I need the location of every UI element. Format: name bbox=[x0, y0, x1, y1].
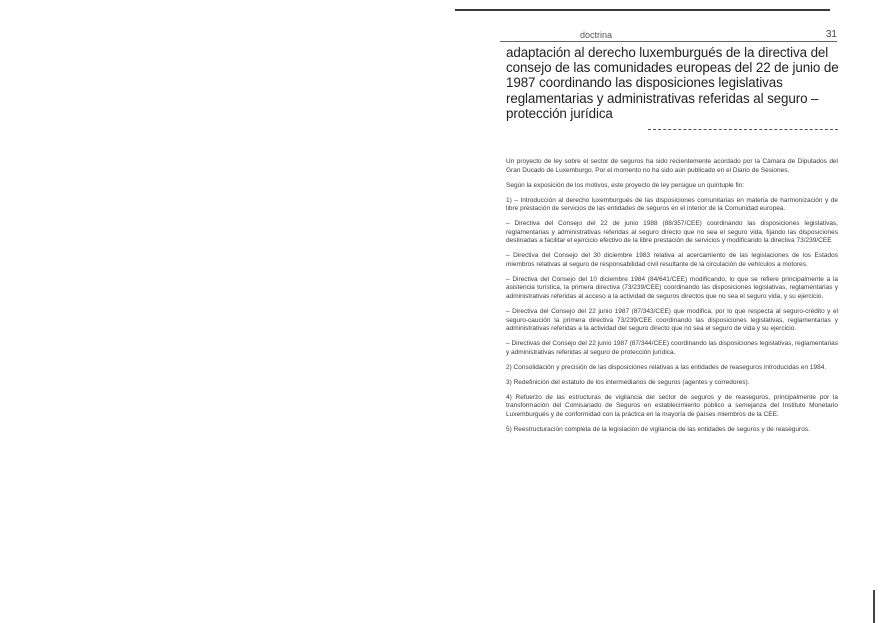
header-rule bbox=[500, 41, 837, 42]
paragraph: 2) Consolidación y precisión de las disposiciones relativas a las entidades de reaseguros introducidas en 1984. bbox=[506, 363, 827, 371]
running-header bbox=[500, 29, 837, 41]
scan-edge-mark bbox=[873, 590, 875, 623]
paragraph: – Directiva del Consejo del 22 de junio 1988 (88/357/CEE) coordinando las disposiciones legislativas, reglamentarias y administrativas referidas al seguro directo que no sea el seguro vida, fijando las disposiciones destinadas a facilitar el ejercicio efectivo de la libre prestación de servicios y modificando la directiva 73/239/CEE bbox=[506, 220, 838, 245]
article-body bbox=[506, 158, 838, 441]
paragraph: 5) Reestructuración completa de la legislación de vigilancia de las entidades de seguros y de reaseguros. bbox=[506, 425, 810, 433]
paragraph: – Directiva del Consejo del 30 diciembre 1983 relativa al acercamiento de las legislaciones de los Estados miembros relativas al seguro de responsabilidad civil resultante de la circulación de vehículos a motores. bbox=[506, 252, 838, 268]
paragraph: Según la exposición de los motivos, este proyecto de ley persigue un quíntuple fin: bbox=[506, 181, 745, 189]
page-number: 31 bbox=[825, 29, 837, 40]
article-title: adaptación al derecho luxemburgués de la directiva del consejo de las comunidades europeas del 22 de junio de 1987 coordinando las disposiciones legislativas reglamentarias y administrativas referidas al seguro – protección jurídica bbox=[506, 45, 839, 121]
paragraph: 3) Redefinición del estatuto de los intermediarios de seguros (agentes y corredores). bbox=[506, 378, 750, 386]
paragraph: Un proyecto de ley sobre el sector de seguros ha sido recientemente acordado por la Cámara de Diputados del Gran Ducado de Luxemburgo. Por el momento no ha sido aún publicado en el Diario de Sesiones. bbox=[506, 158, 838, 174]
top-rule bbox=[455, 9, 830, 11]
paragraph: 1) – Introducción al derecho luxemburgués de las disposiciones comunitarias en materia de harmonización y de libre prestación de servicios de las entidades de seguros en el interior de la Comunidad europea. bbox=[506, 196, 838, 213]
paragraph: – Directiva del Consejo del 10 diciembre 1984 (84/641/CEE) modificando, lo que se refiere principalmente a la asistencia turística, la primera directiva (73/239/CEE) coordinando las disposiciones legislativas, reglamentarias y administrativas referidas al acceso a la actividad de seguros directos que no sea el seguro vida, y su ejercicio. bbox=[506, 275, 838, 301]
title-dashed-rule bbox=[648, 129, 838, 130]
paragraph: 4) Refuerzo de las estructuras de vigilancia del sector de seguros y de reaseguros, principalmente por la transformación del Comisariado de Seguros en establecimiento público a semejanza del Instituto Monetario Luxemburgués y de conformidad con la práctica en la mayoría de países miembros de la CEE. bbox=[506, 393, 838, 418]
paragraph: – Directivas del Consejo del 22 junio 1987 (87/344/CEE) coordinando las disposiciones legislativas, reglamentarias y administrativas referidas al seguro de protección jurídica. bbox=[506, 340, 838, 356]
section-label: doctrina bbox=[580, 30, 613, 40]
paragraph: – Directiva del Consejo del 22 junio 1987 (87/343/CEE) que modifica, por lo que respecta al seguro-crédito y el seguro-caución la primera directiva 73/239/CEE coordinando las disposiciones legislativas, reglamentarias y administrativas referidas a la actividad del seguro directo que no sea el seguro de vida y su ejercicio. bbox=[506, 308, 838, 333]
